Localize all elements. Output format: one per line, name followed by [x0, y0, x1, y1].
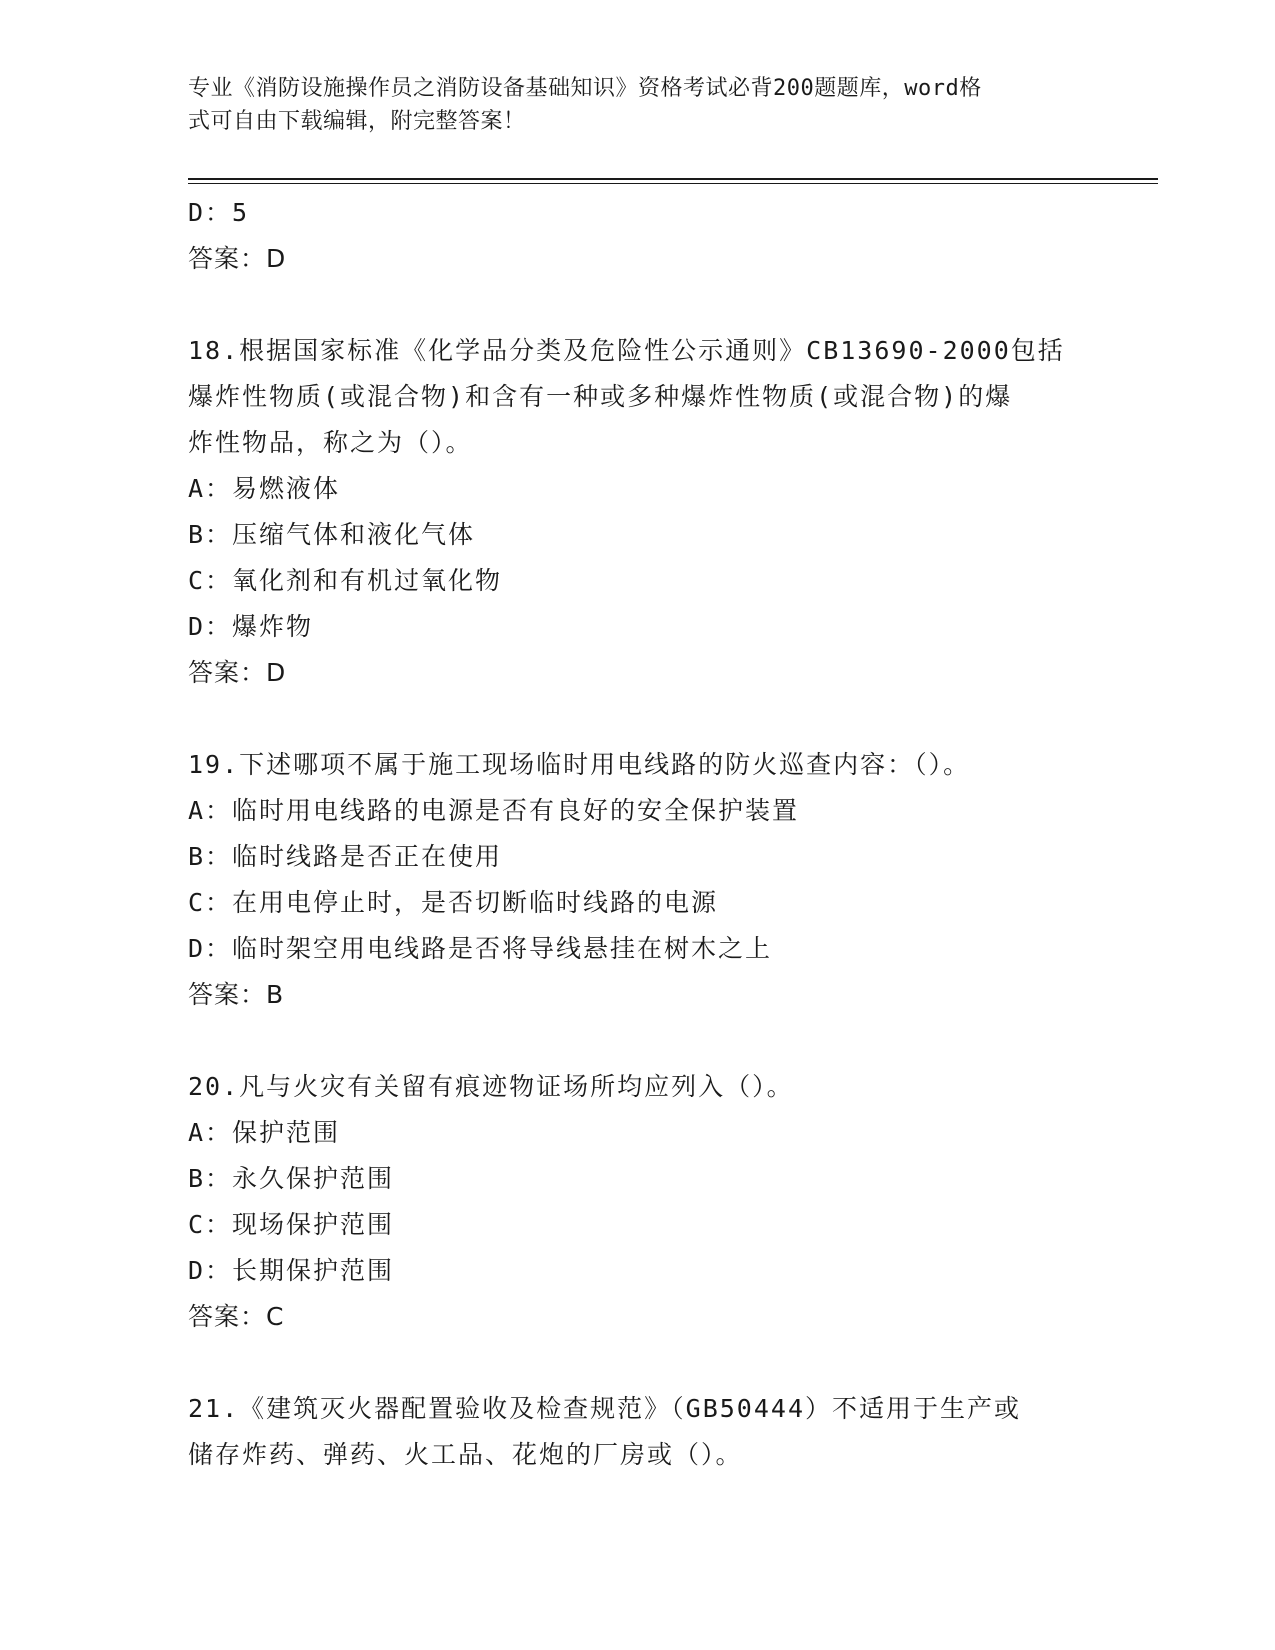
- spacer: [188, 696, 1128, 742]
- option-a: A：临时用电线路的电源是否有良好的安全保护装置: [188, 796, 800, 825]
- option-c: C：现场保护范围: [188, 1210, 395, 1239]
- question-text: 18.根据国家标准《化学品分类及危险性公示通则》CB13690-2000包括: [188, 336, 1065, 365]
- question-17-tail: [188, 190, 1128, 282]
- header-divider-thin: [188, 183, 1158, 184]
- option-d: D：临时架空用电线路是否将导线悬挂在树木之上: [188, 934, 773, 963]
- option-d: D：爆炸物: [188, 612, 314, 641]
- option-d: D：长期保护范围: [188, 1256, 395, 1285]
- spacer: [188, 1018, 1128, 1064]
- option-d: D：5: [188, 198, 250, 227]
- header-line-1: 专业《消防设施操作员之消防设备基础知识》资格考试必背200题题库，word格: [188, 76, 982, 101]
- header-line-2: 式可自由下载编辑，附完整答案！: [188, 109, 526, 134]
- option-b: B：临时线路是否正在使用: [188, 842, 503, 871]
- question-list: [188, 190, 1128, 1478]
- answer-label: 答案：D: [188, 658, 287, 687]
- option-a: A：保护范围: [188, 1118, 341, 1147]
- question-text: 20.凡与火灾有关留有痕迹物证场所均应列入（）。: [188, 1072, 794, 1101]
- question-text: 爆炸性物质(或混合物)和含有一种或多种爆炸性物质(或混合物)的爆: [188, 382, 1013, 411]
- question-20: [188, 1064, 1128, 1340]
- question-18: [188, 328, 1128, 696]
- spacer: [188, 282, 1128, 328]
- option-b: B：压缩气体和液化气体: [188, 520, 476, 549]
- option-a: A：易燃液体: [188, 474, 341, 503]
- spacer: [188, 1340, 1128, 1386]
- document-header: [188, 72, 1088, 138]
- question-text: 21.《建筑灭火器配置验收及检查规范》（GB50444）不适用于生产或: [188, 1394, 1022, 1423]
- answer-label: 答案：B: [188, 980, 285, 1009]
- question-text: 19.下述哪项不属于施工现场临时用电线路的防火巡查内容：（）。: [188, 750, 971, 779]
- question-21: [188, 1386, 1128, 1478]
- answer-label: 答案：C: [188, 1302, 285, 1331]
- option-b: B：永久保护范围: [188, 1164, 395, 1193]
- question-19: [188, 742, 1128, 1018]
- option-c: C：在用电停止时，是否切断临时线路的电源: [188, 888, 719, 917]
- question-text: 储存炸药、弹药、火工品、花炮的厂房或（）。: [188, 1440, 743, 1469]
- question-text: 炸性物品，称之为（）。: [188, 428, 473, 457]
- answer-label: 答案：D: [188, 244, 287, 273]
- option-c: C：氧化剂和有机过氧化物: [188, 566, 503, 595]
- header-divider-thick: [188, 178, 1158, 180]
